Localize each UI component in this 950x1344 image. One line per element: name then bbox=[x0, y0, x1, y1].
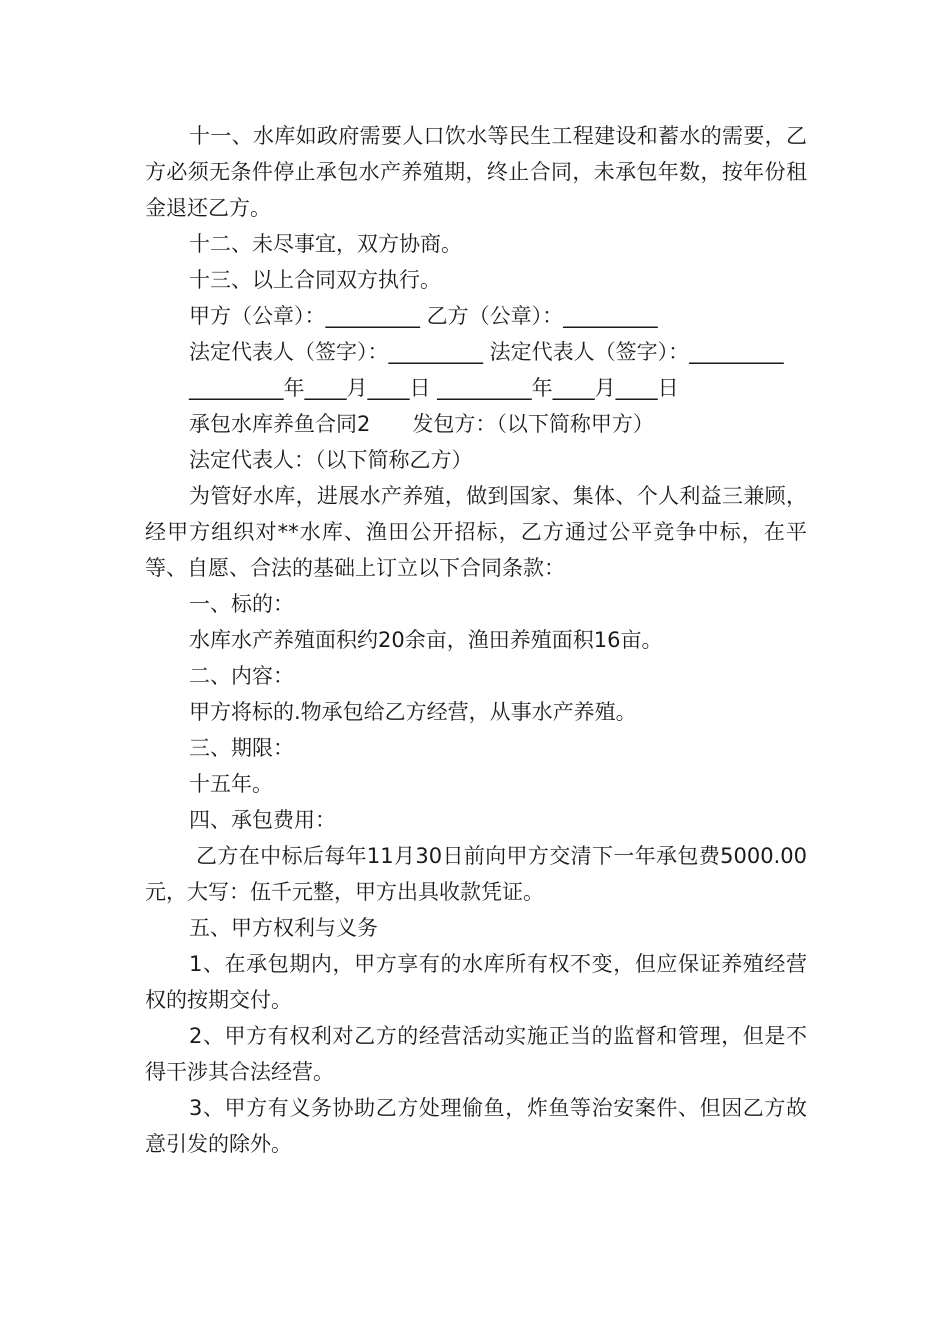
section-1-heading: 一、标的： bbox=[189, 592, 294, 616]
section-3-heading: 三、期限： bbox=[189, 736, 294, 760]
section-1-body: 水库水产养殖面积约20余亩，渔田养殖面积16亩。 bbox=[189, 628, 663, 652]
legal-rep-signature-line: 法定代表人（签字）：_________ 法定代表人（签字）：_________ bbox=[189, 340, 784, 364]
section-4-body: 乙方在中标后每年11月30日前向甲方交清下一年承包费5000.00元，大写：伍千元整，甲方出具收款凭证。 bbox=[145, 844, 807, 904]
section-3-body: 十五年。 bbox=[189, 772, 273, 796]
section-2-heading: 二、内容： bbox=[189, 664, 294, 688]
legal-rep-line: 法定代表人：（以下简称乙方） bbox=[189, 448, 473, 472]
date-line: _________年____月____日 _________年____月____日 bbox=[189, 376, 679, 400]
clause-13: 十三、以上合同双方执行。 bbox=[189, 268, 441, 292]
section-2-body: 甲方将标的.物承包给乙方经营，从事水产养殖。 bbox=[189, 700, 637, 724]
document-body bbox=[145, 118, 807, 1162]
contract-2-heading: 承包水库养鱼合同2 发包方：（以下简称甲方） bbox=[189, 412, 654, 436]
clause-12: 十二、未尽事宜，双方协商。 bbox=[189, 232, 462, 256]
section-5-item-3: 3、甲方有义务协助乙方处理偷鱼，炸鱼等治安案件、但因乙方故意引发的除外。 bbox=[145, 1096, 807, 1156]
section-4-heading: 四、承包费用： bbox=[189, 808, 336, 832]
section-5-heading: 五、甲方权利与义务 bbox=[189, 916, 378, 940]
party-seal-line: 甲方（公章）：_________ 乙方（公章）：_________ bbox=[189, 304, 658, 328]
preamble: 为管好水库，进展水产养殖，做到国家、集体、个人利益三兼顾，经甲方组织对**水库、渔田公开招标，乙方通过公平竞争中标，在平等、自愿、合法的基础上订立以下合同条款： bbox=[145, 484, 807, 580]
clause-11: 十一、水库如政府需要人口饮水等民生工程建设和蓄水的需要，乙方必须无条件停止承包水产养殖期，终止合同，未承包年数，按年份租金退还乙方。 bbox=[145, 124, 807, 220]
section-5-item-1: 1、在承包期内，甲方享有的水库所有权不变，但应保证养殖经营权的按期交付。 bbox=[145, 952, 807, 1012]
section-5-item-2: 2、甲方有权利对乙方的经营活动实施正当的监督和管理，但是不得干涉其合法经营。 bbox=[145, 1024, 807, 1084]
